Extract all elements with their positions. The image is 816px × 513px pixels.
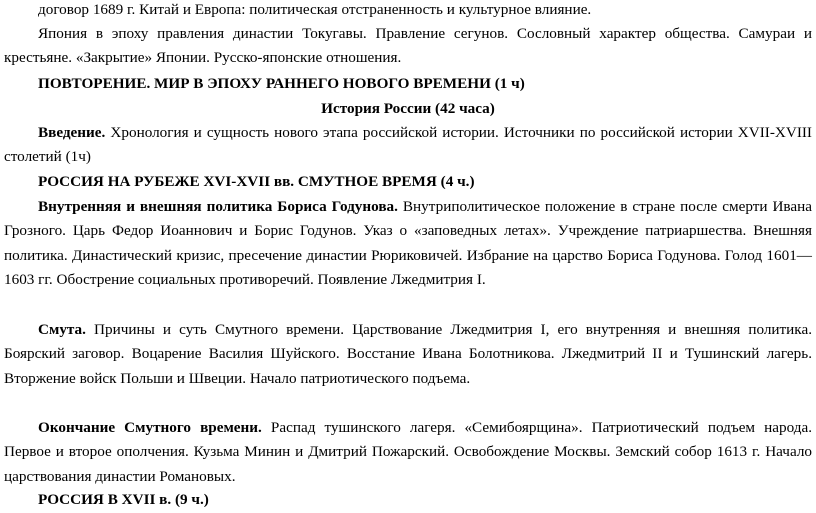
godunov-title: Внутренняя и внешняя политика Бориса Годунова. [38,198,398,215]
heading-russia-turn-of-century: РОССИЯ НА РУБЕЖЕ XVI-XVII вв. СМУТНОЕ ВРЕМЯ (4 ч.) [38,173,475,190]
intro-text: Хронология и сущность нового этапа российской истории. Источники по российской истории XVII-XVIII столетий (1ч) [4,124,812,166]
paragraph-end-smuta [4,416,812,489]
godunov-text: Внутриполитическое положение в стране после смерти Ивана Грозного. Царь Федор Иоаннович и Борис Годунов. Указ о «заповедных летах». Учреждение патриаршества. Внешняя политика. Династический кризис, пресечение династии Рюриковичей. Избрание на царство Бориса Годунова. Голод 1601—1603 гг. Обострение социальных противоречий. Появление Лжедмитрия I. [4,198,812,289]
heading-repeat-early-modern: ПОВТОРЕНИЕ. МИР В ЭПОХУ РАННЕГО НОВОГО ВРЕМЕНИ (1 ч) [38,75,525,92]
heading-russia-17th-century: РОССИЯ В XVII в. (9 ч.) [38,491,209,508]
paragraph-japan: Япония в эпоху правления династии Токугавы. Правление сегунов. Сословный характер общества. Самураи и крестьяне. «Закрытие» Японии. Русско-японские отношения. [4,25,812,67]
end-smuta-title: Окончание Смутного времени. [38,419,262,436]
paragraph-godunov [4,195,812,293]
end-smuta-text: Распад тушинского лагеря. «Семибоярщина». Патриотический подъем народа. Первое и второе ополчения. Кузьма Минин и Дмитрий Пожарский. Освобождение Москвы. Земский собор 1613 г. Начало царствования династии Романовых. [4,419,812,485]
paragraph-smuta [4,318,812,391]
smuta-text: Причины и суть Смутного времени. Царствование Лжедмитрия I, его внутренняя и внешняя политика. Боярский заговор. Воцарение Василия Шуйского. Восстание Ивана Болотникова. Лжедмитрий II и Тушинский лагерь. Вторжение войск Польши и Швеции. Начало патриотического подъема. [4,321,812,387]
paragraph-introduction [4,121,812,170]
text-line-treaty: договор 1689 г. Китай и Европа: политическая отстраненность и культурное влияние. [38,1,592,18]
smuta-title: Смута. [38,321,86,338]
heading-russia-history: История России (42 часа) [321,100,495,117]
intro-title: Введение. [38,124,106,141]
